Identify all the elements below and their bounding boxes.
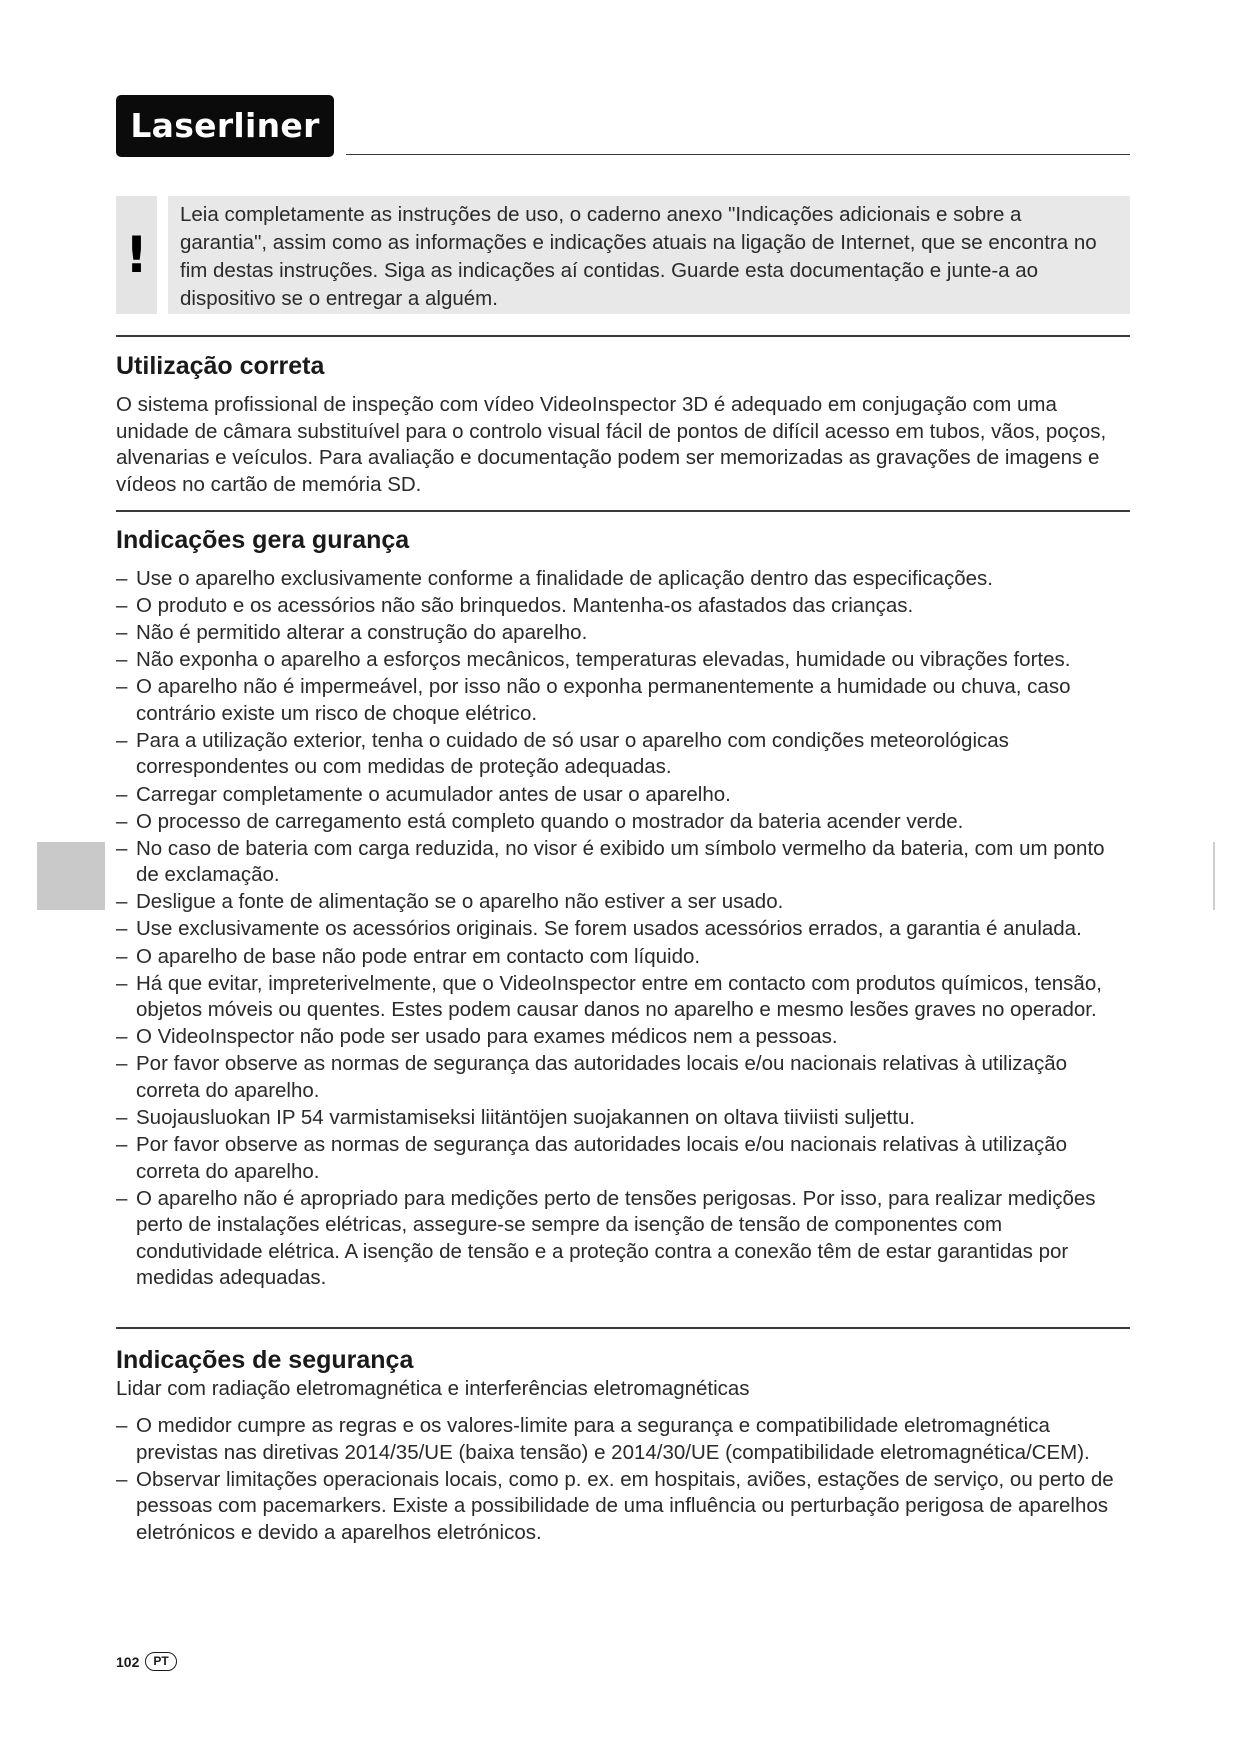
list-item: – Há que evitar, impreterivelmente, que o VideoInspector entre em contacto com produtos químicos, tensão, objetos móveis ou quentes. Estes podem causar danos no aparelho e mesmo lesões graves no operador.: [116, 971, 1126, 1024]
list-item: – O aparelho não é apropriado para medições perto de tensões perigosas. Por isso, para realizar medições perto de instalações elétricas, assegure-se sempre da isenção de tensão de componentes com condutividade elétrica. A isenção de tensão e a proteção contra a conexão têm de estar garantidas por medidas adequadas.: [116, 1186, 1126, 1292]
correct-use-text: O sistema profissional de inspeção com vídeo VideoInspector 3D é adequado em conjugação com uma unidade de câmara substituível para o controlo visual fácil de pontos de difícil acesso em tubos, vãos, poços, alvenarias e veículos. Para avaliação e documentação podem ser memorizadas as gravações de imagens e vídeos no cartão de memória SD.: [116, 393, 1107, 496]
safety-emc-list: [116, 1413, 1126, 1547]
margin-mark: [1213, 842, 1215, 910]
list-item: – No caso de bateria com carga reduzida, no visor é exibido um símbolo vermelho da bateria, com um ponto de exclamação.: [116, 836, 1126, 889]
language-side-tab: [37, 842, 105, 910]
section-divider: [116, 335, 1130, 337]
list-item: – Por favor observe as normas de segurança das autoridades locais e/ou nacionais relativas à utilização correta do aparelho.: [116, 1132, 1126, 1185]
safety-general-list: [116, 566, 1126, 1292]
section-divider: [116, 510, 1130, 512]
list-item: – O aparelho de base não pode entrar em contacto com líquido.: [116, 944, 1126, 971]
list-item: – O VideoInspector não pode ser usado para exames médicos nem a pessoas.: [116, 1024, 1126, 1051]
brand-logo: Laserliner: [116, 95, 334, 157]
list-item: – Desligue a fonte de alimentação se o aparelho não estiver a ser usado.: [116, 889, 1126, 916]
list-item: – O processo de carregamento está completo quando o mostrador da bateria acender verde.: [116, 809, 1126, 836]
notice-text: Leia completamente as instruções de uso, o caderno anexo "Indicações adicionais e sobre a garantia", assim como as informações e indicações atuais na ligação de Internet, que se encontra no fim destas instruções. Siga as indicações aí contidas. Guarde esta documentação e junte-a ao dispositivo se o entregar a alguém.: [168, 196, 1130, 314]
section-subtitle-emc: Lidar com radiação eletromagnética e interferências eletromagnéticas: [116, 1377, 750, 1400]
page-footer: [116, 1652, 177, 1671]
section-title-correct-use: Utilização correta: [116, 352, 325, 380]
list-item: – Observar limitações operacionais locais, como p. ex. em hospitais, aviões, estações de serviço, ou perto de pessoas com pacemarkers. Existe a possibilidade de uma influência ou perturbação perigosa de aparelhos eletrónicos e devido a aparelhos eletrónicos.: [116, 1467, 1126, 1547]
list-item: – Suojausluokan IP 54 varmistamiseksi liitäntöjen suojakannen on oltava tiiviisti suljettu.: [116, 1105, 1126, 1132]
language-badge: PT: [145, 1652, 176, 1671]
list-item: – Use exclusivamente os acessórios originais. Se forem usados acessórios errados, a garantia é anulada.: [116, 916, 1126, 943]
section-divider: [116, 1327, 1130, 1329]
exclamation-icon: !: [116, 196, 157, 314]
page-number: 102: [116, 1653, 140, 1670]
section-title-safety-general: Indicações gera gurança: [116, 526, 410, 554]
header-rule: [346, 154, 1130, 155]
notice-box: [116, 196, 1130, 314]
list-item: – Não é permitido alterar a construção do aparelho.: [116, 620, 1126, 647]
list-item: – O produto e os acessórios não são brinquedos. Mantenha-os afastados das crianças.: [116, 593, 1126, 620]
list-item: – O medidor cumpre as regras e os valores-limite para a segurança e compatibilidade eletromagnética previstas nas diretivas 2014/35/UE (baixa tensão) e 2014/30/UE (compatibilidade eletromagnética/CEM).: [116, 1413, 1126, 1466]
list-item: – O aparelho não é impermeável, por isso não o exponha permanentemente a humidade ou chuva, caso contrário existe um risco de choque elétrico.: [116, 674, 1126, 727]
section-title-safety-emc: Indicações de segurança: [116, 1346, 414, 1374]
list-item: – Não exponha o aparelho a esforços mecânicos, temperaturas elevadas, humidade ou vibrações fortes.: [116, 647, 1126, 674]
list-item: – Para a utilização exterior, tenha o cuidado de só usar o aparelho com condições meteorológicas correspondentes ou com medidas de proteção adequadas.: [116, 728, 1126, 781]
list-item: – Use o aparelho exclusivamente conforme a finalidade de aplicação dentro das especificações.: [116, 566, 1126, 593]
list-item: – Por favor observe as normas de segurança das autoridades locais e/ou nacionais relativas à utilização correta do aparelho.: [116, 1051, 1126, 1104]
list-item: – Carregar completamente o acumulador antes de usar o aparelho.: [116, 782, 1126, 809]
